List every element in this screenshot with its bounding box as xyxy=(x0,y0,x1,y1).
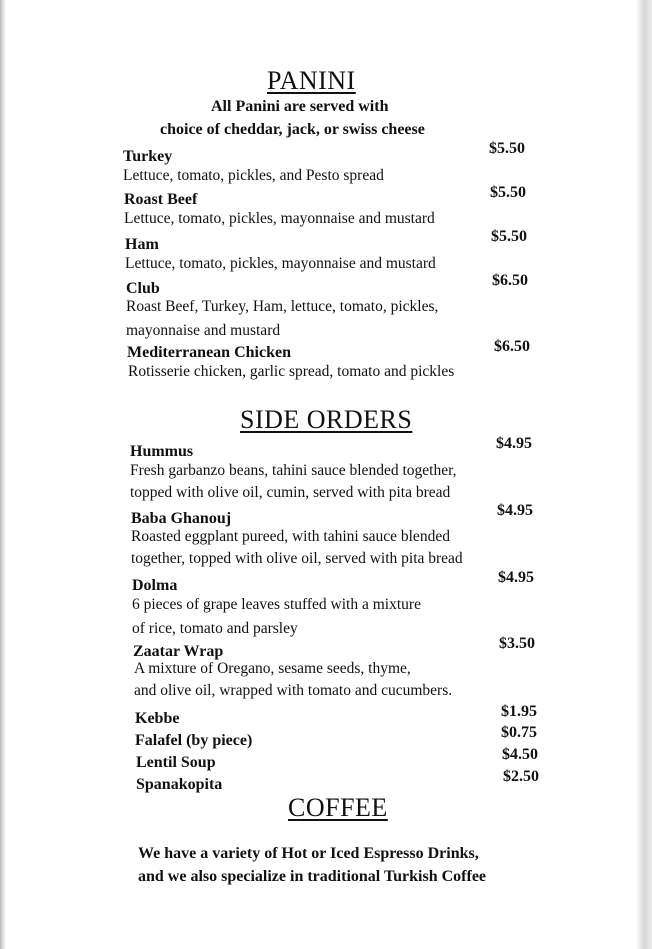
item-description: mayonnaise and mustard xyxy=(126,322,281,339)
item-name: Baba Ghanouj xyxy=(131,510,232,527)
item-name: Club xyxy=(126,280,160,297)
coffee-line-1: We have a variety of Hot or Iced Espresso Drinks, xyxy=(138,845,479,862)
item-name: Mediterranean Chicken xyxy=(127,344,291,361)
item-description: A mixture of Oregano, sesame seeds, thyme, xyxy=(134,660,411,677)
panini-intro-line-2: choice of cheddar, jack, or swiss cheese xyxy=(160,121,425,138)
item-name: Roast Beef xyxy=(124,191,198,208)
item-price: $2.50 xyxy=(503,768,539,785)
page-edge-right xyxy=(636,0,652,949)
item-description: topped with olive oil, cumin, served with pita bread xyxy=(130,484,451,501)
item-name: Turkey xyxy=(123,148,173,165)
item-description: Lettuce, tomato, pickles, mayonnaise and mustard xyxy=(124,210,435,227)
item-price: $1.95 xyxy=(501,703,537,720)
item-price: $4.95 xyxy=(496,435,532,452)
panini-intro-line-1: All Panini are served with xyxy=(211,98,389,115)
item-price: $3.50 xyxy=(499,635,535,652)
item-name: Zaatar Wrap xyxy=(133,643,224,660)
item-description: 6 pieces of grape leaves stuffed with a mixture xyxy=(132,596,421,613)
item-price: $4.95 xyxy=(497,502,533,519)
item-name: Hummus xyxy=(130,443,194,460)
item-price: $5.50 xyxy=(489,140,525,157)
item-price: $6.50 xyxy=(492,272,528,289)
item-name: Dolma xyxy=(132,577,178,594)
item-price: $5.50 xyxy=(491,228,527,245)
item-description: together, topped with olive oil, served with pita bread xyxy=(131,550,463,567)
item-name: Falafel (by piece) xyxy=(135,732,253,749)
item-description: Fresh garbanzo beans, tahini sauce blended together, xyxy=(130,462,457,479)
item-name: Lentil Soup xyxy=(136,754,216,771)
item-description: Roasted eggplant pureed, with tahini sauce blended xyxy=(131,528,450,545)
item-price: $0.75 xyxy=(501,724,537,741)
item-price: $4.50 xyxy=(502,746,538,763)
item-description: and olive oil, wrapped with tomato and cucumbers. xyxy=(134,682,453,699)
coffee-title: COFFEE xyxy=(288,793,388,822)
side-orders-title: SIDE ORDERS xyxy=(240,405,413,434)
coffee-line-2: and we also specialize in traditional Turkish Coffee xyxy=(138,868,487,885)
item-description: of rice, tomato and parsley xyxy=(132,620,298,637)
item-description: Lettuce, tomato, pickles, and Pesto spread xyxy=(123,167,384,184)
item-price: $5.50 xyxy=(490,184,526,201)
item-price: $4.95 xyxy=(498,569,534,586)
item-price: $6.50 xyxy=(494,338,530,355)
page-edge-shadow xyxy=(0,0,6,949)
item-description: Roast Beef, Turkey, Ham, lettuce, tomato, pickles, xyxy=(126,298,439,315)
item-name: Kebbe xyxy=(135,710,180,727)
panini-title: PANINI xyxy=(267,66,356,95)
item-name: Ham xyxy=(125,236,159,253)
item-description: Lettuce, tomato, pickles, mayonnaise and mustard xyxy=(125,255,436,272)
item-name: Spanakopita xyxy=(136,776,223,793)
item-description: Rotisserie chicken, garlic spread, tomato and pickles xyxy=(128,363,455,380)
